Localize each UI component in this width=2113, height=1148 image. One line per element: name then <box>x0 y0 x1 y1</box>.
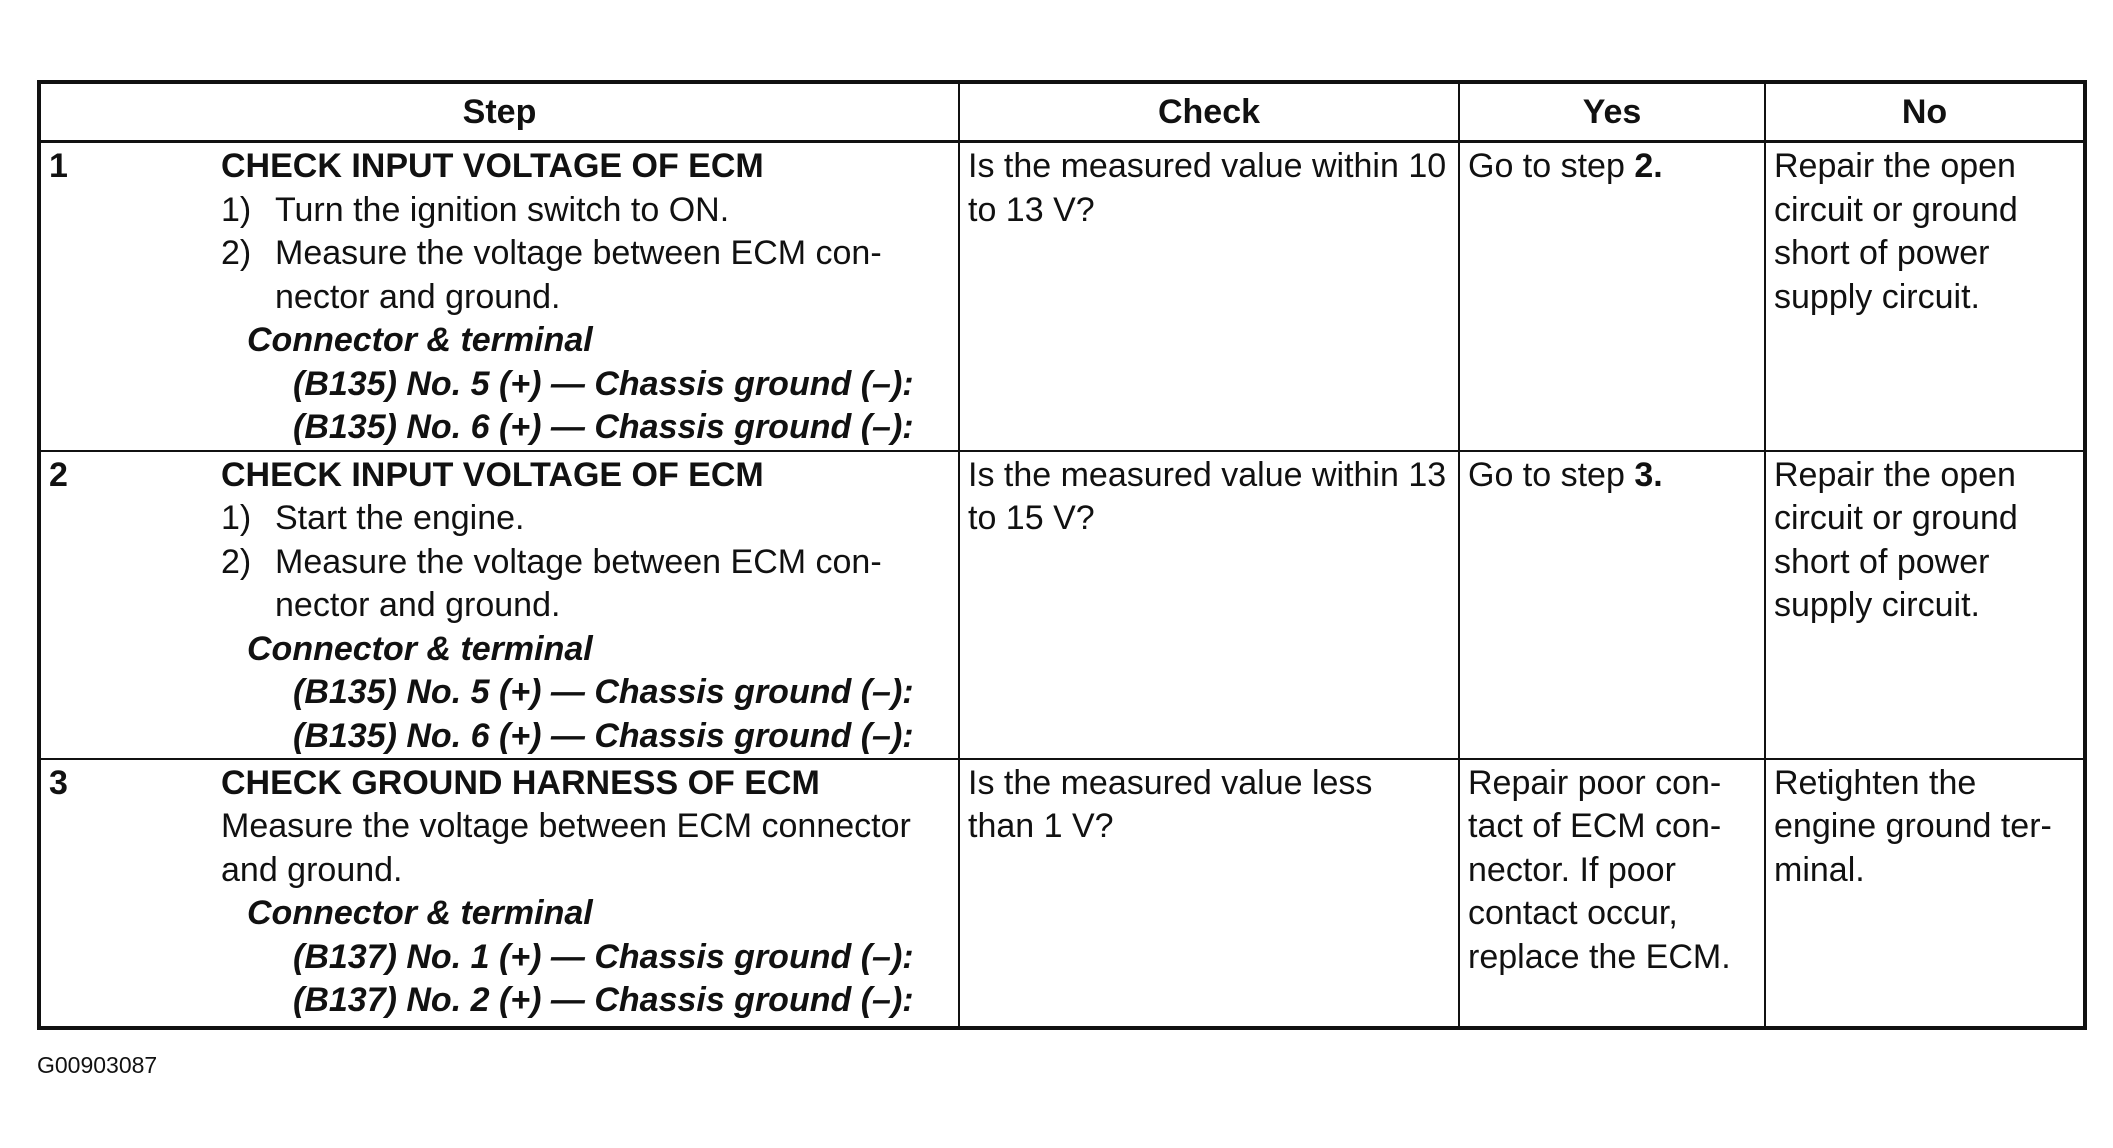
instruction-text: Measure the voltage between ECM con-nector and ground. <box>275 542 882 625</box>
step-title: CHECK INPUT VOLTAGE OF ECM <box>221 455 764 494</box>
header-yes: Yes <box>1459 82 1765 142</box>
check-cell: Is the measured value within 13 to 15 V? <box>959 451 1459 759</box>
instruction-number: 2) <box>221 542 252 581</box>
instruction-number: 1) <box>221 190 252 229</box>
connector-label: Connector & terminal <box>247 321 593 359</box>
yes-step-number: 2. <box>1634 147 1663 185</box>
figure-code: G00903087 <box>37 1052 158 1078</box>
connector-terminal-line: (B135) No. 5 (+) — Chassis ground (–): <box>293 673 914 712</box>
step-number: 3 <box>49 763 68 802</box>
step-cell <box>39 142 959 451</box>
no-cell: Repair the open circuit or ground short of power supply circuit. <box>1765 451 2085 759</box>
header-check: Check <box>959 82 1459 142</box>
check-cell: Is the measured value within 10 to 13 V? <box>959 142 1459 451</box>
step-title: CHECK GROUND HARNESS OF ECM <box>221 763 820 802</box>
connector-label: Connector & terminal <box>247 629 593 668</box>
instruction-text: Measure the voltage between ECM connector and ground. <box>221 807 911 889</box>
header-row <box>39 82 2085 142</box>
yes-cell <box>1459 142 1765 451</box>
instruction-text: Turn the ignition switch to ON. <box>275 190 730 229</box>
connector-terminal-line: (B137) No. 1 (+) — Chassis ground (–): <box>293 937 914 976</box>
connector-terminal-line: (B135) No. 5 (+) — Chassis ground (–): <box>293 364 914 403</box>
instruction-item <box>221 232 950 319</box>
instruction-item <box>221 541 950 628</box>
table-body <box>39 142 2085 1029</box>
step-content <box>221 762 950 1023</box>
table-row <box>39 142 2085 451</box>
table-row <box>39 451 2085 759</box>
instruction-item <box>221 189 950 233</box>
yes-text: Repair poor con-tact of ECM con-nector. If poor contact occur, replace the ECM. <box>1468 763 1731 976</box>
instruction-text: Measure the voltage between ECM con-nector and ground. <box>275 234 882 316</box>
check-cell: Is the measured value less than 1 V? <box>959 759 1459 1028</box>
instruction-item <box>221 497 950 541</box>
yes-text: Go to step <box>1468 147 1635 185</box>
step-cell <box>39 451 959 759</box>
no-cell: Retighten the engine ground ter-minal. <box>1765 759 2085 1028</box>
step-number: 2 <box>49 455 68 494</box>
connector-label: Connector & terminal <box>247 894 593 933</box>
step-title: CHECK INPUT VOLTAGE OF ECM <box>221 147 764 185</box>
instruction-number: 2) <box>221 234 252 272</box>
instruction-number: 1) <box>221 499 252 538</box>
step-cell <box>39 759 959 1028</box>
header-step: Step <box>39 82 959 142</box>
yes-cell <box>1459 759 1765 1028</box>
yes-cell <box>1459 451 1765 759</box>
table-row <box>39 759 2085 1028</box>
step-content <box>221 145 950 450</box>
yes-text: Go to step <box>1468 455 1635 494</box>
instruction-text: Start the engine. <box>275 499 525 538</box>
connector-terminal-line: (B137) No. 2 (+) — Chassis ground (–): <box>293 981 914 1020</box>
no-cell: Repair the open circuit or ground short of power supply circuit. <box>1765 142 2085 451</box>
connector-terminal-line: (B135) No. 6 (+) — Chassis ground (–): <box>293 716 914 755</box>
header-no: No <box>1765 82 2085 142</box>
step-number: 1 <box>49 147 68 185</box>
yes-step-number: 3. <box>1634 455 1663 494</box>
step-content <box>221 454 950 759</box>
connector-terminal-line: (B135) No. 6 (+) — Chassis ground (–): <box>293 408 914 446</box>
diagnostic-table <box>37 80 2087 1030</box>
